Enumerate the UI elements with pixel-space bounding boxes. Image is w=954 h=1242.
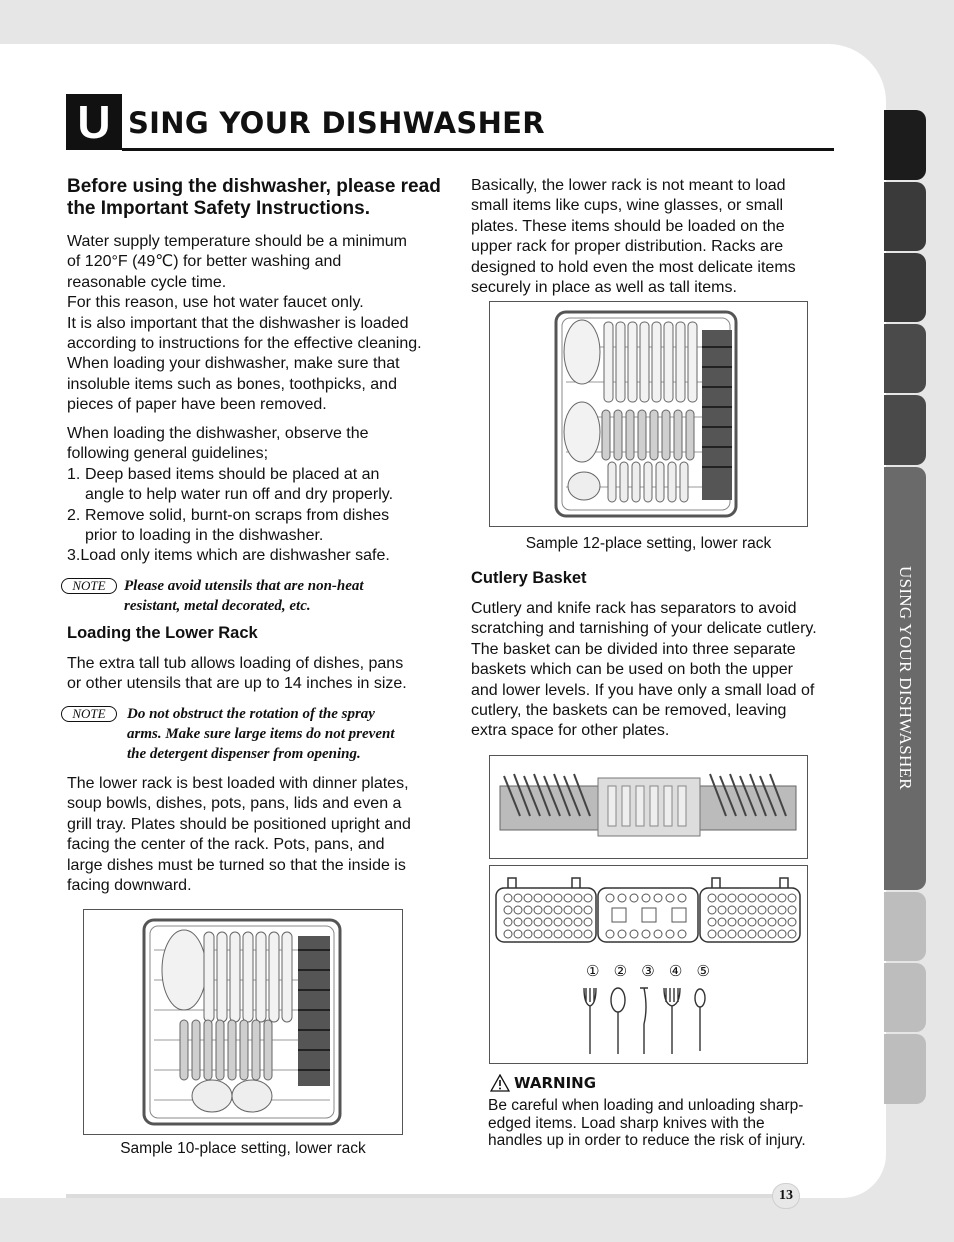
caption-10-place: Sample 10-place setting, lower rack — [120, 1140, 366, 1157]
side-tab-7[interactable] — [884, 892, 926, 961]
side-tab-1[interactable] — [884, 110, 926, 180]
figure-cutlery-basket-photo — [489, 755, 808, 859]
cutlery-basket-illustration — [490, 756, 807, 858]
note-badge: NOTE — [61, 706, 117, 722]
marker-4: ④ — [668, 962, 683, 980]
heading-title: SING YOUR DISHWASHER — [128, 106, 545, 140]
intro-paragraph: Water supply temperature should be a minimum of 120°F (49℃) for better washing and reasonable cycle time. For this reason, use hot water faucet only. It is also important that the dishwasher is loaded according to instructions for the effective cleaning. When loading your dishwasher, make sure that insoluble items such as bones, toothpicks, and pieces of paper have been removed. — [67, 233, 422, 414]
lower-rack-paragraph: The lower rack is best loaded with dinner plates, soup bowls, dishes, pots, pans, lids and even a grill tray. Plates should be positioned upright and facing the center of the rack. Pots, pans, and large dishes must be turned so that the inside is facing downward. — [67, 775, 411, 895]
page-number: 13 — [772, 1183, 800, 1209]
figure-10-place-setting — [83, 909, 403, 1135]
side-tab-9[interactable] — [884, 1034, 926, 1104]
footer-rule — [66, 1194, 774, 1198]
side-tab-3[interactable] — [884, 253, 926, 322]
note-badge: NOTE — [61, 578, 117, 594]
marker-2: ② — [613, 962, 628, 980]
lower-rack-intro: Basically, the lower rack is not meant to load small items like cups, wine glasses, or small plates. These items should be loaded on the upper rack for proper distribution. Racks are designed to hold even the most delicate items securely in place as well as tall items. — [471, 177, 796, 297]
guideline-item: 2. Remove solid, burnt-on scraps from dishes prior to loading in the dishwasher. — [67, 506, 390, 545]
heading-rule — [122, 148, 834, 151]
rack-10-illustration — [84, 910, 402, 1134]
figure-cutlery-diagram — [489, 865, 808, 1064]
guideline-item: 3.Load only items which are dishwasher safe. — [67, 547, 390, 565]
page-corner — [818, 1198, 954, 1242]
note-heat: NOTE Please avoid utensils that are non-heat resistant, metal decorated, etc. — [61, 576, 441, 616]
marker-1: ① — [586, 962, 600, 980]
utensils-illustration — [490, 984, 807, 1064]
warning-text: Be careful when loading and unloading sharp-edged items. Load sharp knives with the handles up in order to reduce the risk of injury. — [488, 1097, 806, 1149]
intro-heading: Before using the dishwasher, please read the Important Safety Instructions. — [67, 176, 441, 219]
figure-12-place-setting — [489, 301, 808, 527]
side-tab-8[interactable] — [884, 963, 926, 1032]
side-tab-4[interactable] — [884, 324, 926, 393]
warning-icon — [490, 1074, 510, 1092]
warning-heading — [490, 1074, 596, 1092]
page-heading — [66, 94, 834, 152]
warning-title: WARNING — [514, 1074, 597, 1092]
cutlery-paragraph: Cutlery and knife rack has separators to avoid scratching and tarnishing of your delicate cutlery. The basket can be divided into three separate baskets which can be used on both the upper and lower levels. If you have only a small load of cutlery, the baskets can be removed, leaving extra space for other plates. — [471, 600, 817, 740]
side-tab-5[interactable] — [884, 395, 926, 465]
utensil-markers — [586, 962, 710, 980]
side-tab-label: USING YOUR DISHWASHER — [896, 566, 915, 790]
cutlery-heading: Cutlery Basket — [471, 569, 587, 587]
side-tab-2[interactable] — [884, 182, 926, 251]
note-spray-arms: NOTE Do not obstruct the rotation of the spray arms. Make sure large items do not prevent the detergent dispenser from opening. — [61, 704, 441, 764]
caption-12-place: Sample 12-place setting, lower rack — [525, 535, 772, 552]
marker-3: ③ — [641, 962, 655, 980]
marker-5: ⑤ — [696, 962, 710, 980]
lower-rack-heading: Loading the Lower Rack — [67, 624, 258, 642]
lower-rack-text: The extra tall tub allows loading of dishes, pans or other utensils that are up to 14 inches in size. — [67, 655, 407, 693]
heading-initial: U — [77, 96, 111, 148]
guidelines-block: When loading the dishwasher, observe the following general guidelines; 1. Deep based items should be placed at an angle to help water run off and dry properly. 2. Remove solid, burnt-on scraps from dishes prior to loading in the dishwasher. 3.Load only items which are dishwasher safe. — [67, 424, 447, 567]
basket-layout-diagram — [490, 866, 807, 976]
rack-12-illustration — [490, 302, 807, 526]
guideline-item: 1. Deep based items should be placed at an angle to help water run off and dry properly. — [67, 465, 394, 504]
